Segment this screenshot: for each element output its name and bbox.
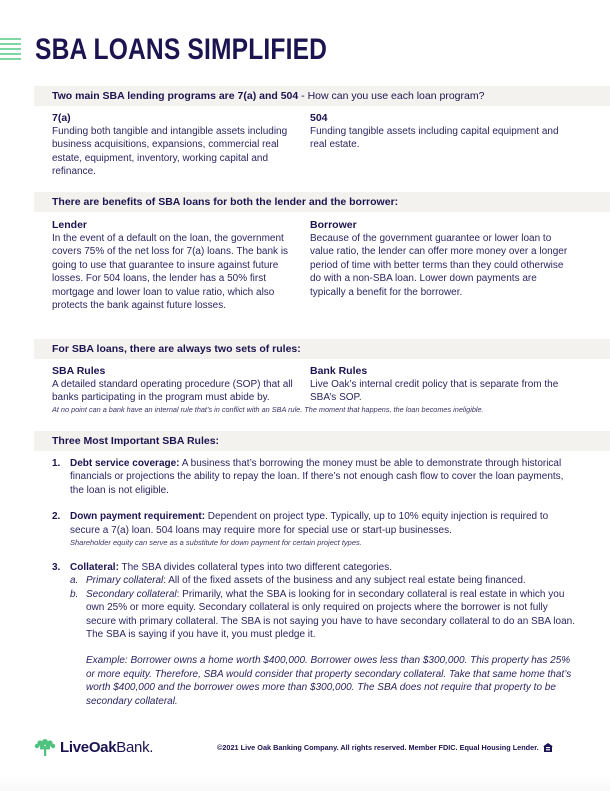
rule-title: Collateral:: [70, 562, 119, 574]
page-title: SBA LOANS SIMPLIFIED: [35, 33, 328, 66]
column-heading: 504: [310, 112, 328, 124]
rule-note: Shareholder equity can serve as a substitute for down payment for certain project types.: [70, 538, 362, 548]
important-rules-list: [52, 457, 580, 708]
sub-item-secondary: [70, 588, 580, 642]
section-bar-programs: [34, 86, 610, 106]
logo-text-light: Bank.: [116, 738, 154, 756]
column-body: Funding both tangible and intangible assets including business acquisitions, expansions, commercial real estate, equipment, inventory, working capital and refinance.: [52, 126, 288, 178]
column-body: Because of the government guarantee or lower loan to value ratio, the lender can offer more money over a longer period of time with better terms than they could otherwise do with a non-SBA loan. Lower down payments are typically a benefit for the borrower.: [310, 233, 568, 298]
section-bar-important-rules: [34, 431, 610, 451]
oak-tree-icon: [34, 738, 56, 756]
live-oak-bank-logo: [34, 738, 153, 756]
page-edge: [0, 777, 610, 791]
sub-body: : Primarily, what the SBA is looking for in secondary collateral is real estate in which you own 25% or more equity. Secondary collateral is only required on projects where the borrower is not fully secure with primary collateral. The SBA is not saying you have to have secondary collateral to do an SBA loan. The SBA is saying if you have it, you must pledge it.: [86, 588, 575, 641]
benefit-lender: [52, 218, 310, 312]
equal-housing-icon: [543, 743, 553, 752]
column-body: In the event of a default on the loan, the government covers 75% of the net loss for 7(a) loans. The bank is going to use that guarantee to insure against future losses. For 504 loans, the lender has a 50% first mortgage and lower loan to value ratio, which also protects the bank against future losses.: [52, 233, 289, 312]
rule-item-collateral: [52, 561, 580, 708]
rule-body: The SBA divides collateral types into two different categories.: [118, 562, 393, 574]
section-bar-rule-sets: [34, 339, 610, 359]
bank-rules: [310, 364, 568, 405]
rule-number: 3.: [52, 562, 61, 574]
rules-conflict-note: At no point can a bank have an internal rule that’s in conflict with an SBA rule. The moment that happens, the loan becomes ineligible.: [52, 405, 484, 414]
rule-title: Debt service coverage:: [70, 458, 180, 469]
sub-item-primary: [70, 574, 580, 587]
section-subheading: - How can you use each loan program?: [298, 90, 485, 102]
programs-columns: [52, 111, 590, 179]
column-heading: Lender: [52, 219, 88, 231]
rule-body: A business that’s borrowing the money must be able to demonstrate through historical financials or projections the ability to repay the loan. If there’s not enough cash flow to cover the loan payments, the loan is not eligible.: [70, 458, 564, 496]
rule-item-down-payment: [52, 510, 580, 549]
rule-body: Dependent on project type. Typically, up to 10% equity injection is required to secure a 7(a) loan. 504 loans may require more for special use or start-up businesses.: [70, 511, 549, 536]
column-body: Live Oak’s internal credit policy that is separate from the SBA’s SOP.: [310, 379, 559, 404]
section-heading: Three Most Important SBA Rules:: [52, 435, 220, 447]
sub-body: : All of the fixed assets of the business and any subject real estate being financed.: [163, 575, 526, 587]
section-bar-benefits: [34, 192, 610, 212]
program-7a: [52, 111, 310, 179]
column-heading: 7(a): [52, 112, 71, 124]
stripes-icon: [0, 38, 22, 63]
sub-term: Primary collateral: [86, 575, 164, 587]
column-heading: Bank Rules: [310, 365, 368, 377]
sub-term: Secondary collateral: [86, 588, 177, 600]
column-heading: Borrower: [310, 219, 357, 231]
collateral-example: Example: Borrower owns a home worth $400,000. Borrower owes less than $300,000. This property has 25% or more equity. Therefore, SBA would consider that property secondary collateral. Take that same home that’s worth $400,000 and the borrower owes more than $300,000. The SBA does not require that property to be secondary collateral.: [86, 655, 572, 707]
section-heading: There are benefits of SBA loans for both the lender and the borrower:: [52, 196, 399, 208]
rule-number: 1.: [52, 458, 61, 469]
sub-letter: a.: [70, 575, 79, 587]
section-heading: Two main SBA lending programs are 7(a) and 504: [52, 90, 299, 102]
column-heading: SBA Rules: [52, 365, 106, 377]
sub-letter: b.: [70, 588, 79, 600]
program-504: [310, 111, 568, 179]
rule-number: 2.: [52, 511, 61, 523]
column-body: A detailed standard operating procedure (SOP) that all banks participating in the program must abide by.: [52, 379, 293, 404]
rule-sets-columns: [52, 364, 590, 405]
rule-title: Down payment requirement:: [70, 511, 206, 523]
benefits-columns: [52, 218, 590, 312]
section-heading: For SBA loans, there are always two sets of rules:: [52, 343, 301, 355]
sba-rules: [52, 364, 310, 405]
collateral-sublist: [70, 574, 580, 641]
footer: [34, 738, 610, 758]
copyright-text: ©2021 Live Oak Banking Company. All rights reserved. Member FDIC. Equal Housing Lender.: [217, 743, 539, 752]
logo-text-bold: LiveOak: [60, 738, 117, 756]
copyright-notice: [217, 743, 553, 752]
rule-item-debt-service: [52, 457, 580, 497]
benefit-borrower: [310, 218, 568, 312]
column-body: Funding tangible assets including capital equipment and real estate.: [310, 126, 559, 151]
